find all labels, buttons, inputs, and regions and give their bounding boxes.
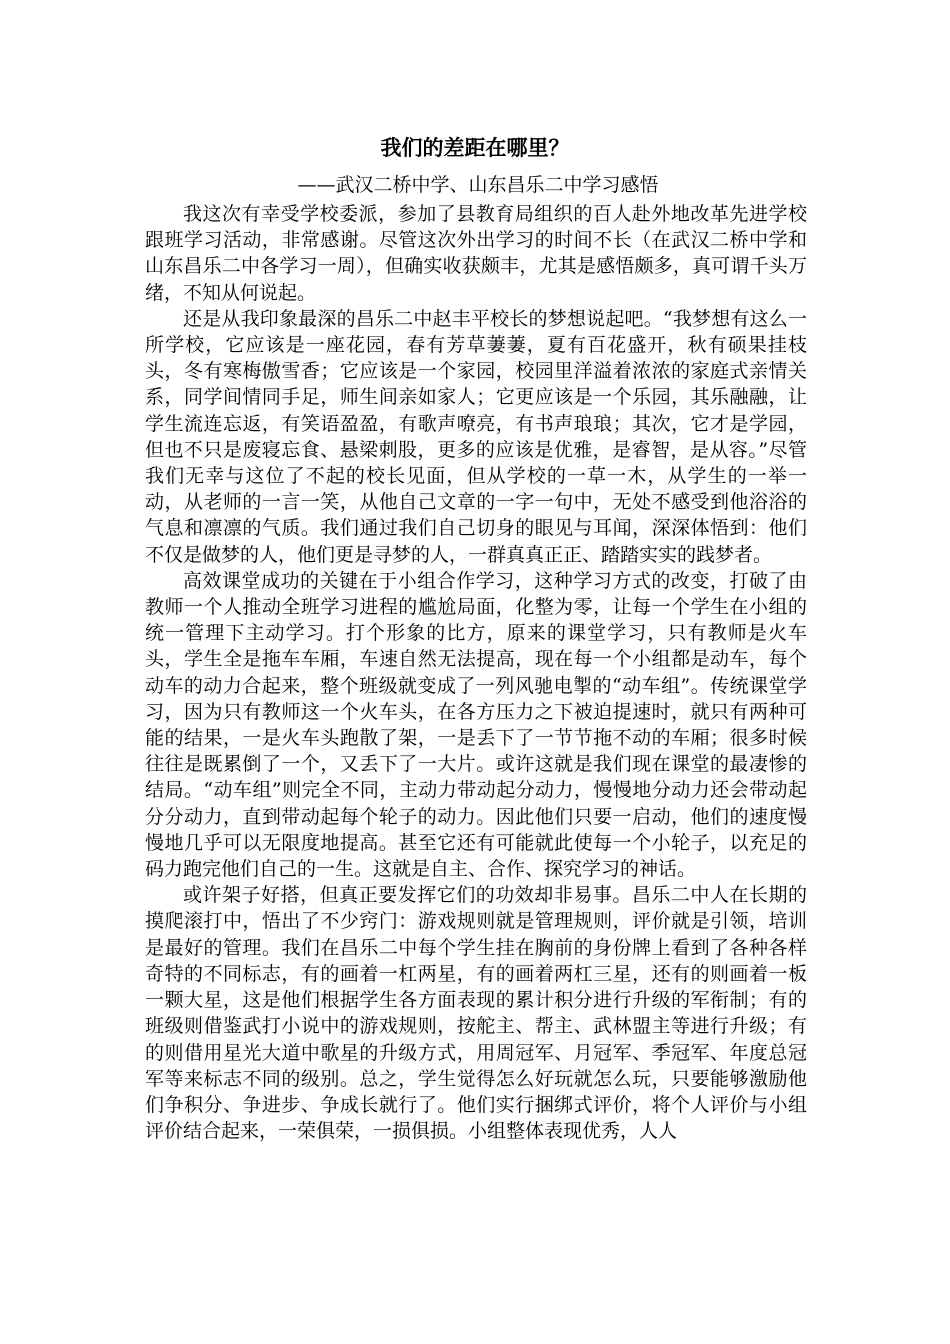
paragraph: 我这次有幸受学校委派，参加了县教育局组织的百人赴外地改革先进学校跟班学习活动，非常感谢。尽管这次外出学习的时间不长（在武汉二桥中学和山东昌乐二中各学习一周），但确实收获颇丰，尤其是感悟颇多，真可谓千头万绪，不知从何说起。	[145, 203, 807, 304]
paragraph: 还是从我印象最深的昌乐二中赵丰平校长的梦想说起吧。“我梦想有这么一所学校，它应该是一座花园，春有芳草萋萋，夏有百花盛开，秋有硕果挂枝头，冬有寒梅傲雪香；它应该是一个家园，校园里洋溢着浓浓的家庭式亲情关系，同学间情同手足，师生间亲如家人；它更应该是一个乐园，其乐融融，让学生流连忘返，有笑语盈盈，有歌声嘹亮，有书声琅琅；其次，它才是学园，但也不只是废寝忘食、悬梁刺股，更多的应该是优雅，是睿智，是从容。”尽管我们无幸与这位了不起的校长见面，但从学校的一草一木，从学生的一举一动，从老师的一言一笑，从他自己文章的一字一句中，无处不感受到他浴浴的气息和凛凛的气质。我们通过我们自己切身的眼见与耳闻，深深体悟到：他们不仅是做梦的人，他们更是寻梦的人，一群真真正正、踏踏实实的践梦者。	[145, 307, 807, 566]
paragraph: 高效课堂成功的关键在于小组合作学习，这种学习方式的改变，打破了由教师一个人推动全班学习进程的尴尬局面，化整为零，让每一个学生在小组的统一管理下主动学习。打个形象的比方，原来的课堂学习，只有教师是火车头，学生全是拖车车厢，车速自然无法提高，现在每一个小组都是动车，每个动车的动力合起来，整个班级就变成了一列风驰电掣的“动车组”。传统课堂学习，因为只有教师这一个火车头，在各方压力之下被迫提速时，就只有两种可能的结果，一是火车头跑散了架，一是丢下了一节节拖不动的车厢；很多时候往往是既累倒了一个，又丢下了一大片。或许这就是我们现在课堂的最凄惨的结局。“动车组”则完全不同，主动力带动起分动力，慢慢地分动力还会带动起分分动力，直到带动起每个轮子的动力。因此他们只要一启动，他们的速度慢慢地几乎可以无限度地提高。甚至它还有可能就此使每一个小轮子，以充足的码力跑完他们自己的一生。这就是自主、合作、探究学习的神话。	[145, 569, 807, 881]
document-body	[145, 201, 807, 1144]
paragraph: 或许架子好搭，但真正要发挥它们的功效却非易事。昌乐二中人在长期的摸爬滚打中，悟出了不少窍门：游戏规则就是管理规则，评价就是引领，培训是最好的管理。我们在昌乐二中每个学生挂在胸前的身份牌上看到了各种各样奇特的不同标志，有的画着一杠两星，有的画着两杠三星，还有的则画着一板一颗大星，这是他们根据学生各方面表现的累计积分进行升级的军衔制；有的班级则借鉴武打小说中的游戏规则，按舵主、帮主、武林盟主等进行升级；有的则借用星光大道中歌星的升级方式，用周冠军、月冠军、季冠军、年度总冠军等来标志不同的级别。总之，学生觉得怎么好玩就怎么玩，只要能够激励他们争积分、争进步、争成长就行了。他们实行捆绑式评价，将个人评价与小组评价结合起来，一荣俱荣，一损俱损。小组整体表现优秀，人人	[145, 884, 807, 1143]
document-title: 我们的差距在哪里？	[380, 136, 570, 160]
document-subtitle: ——武汉二桥中学、山东昌乐二中学习感悟	[297, 174, 659, 196]
